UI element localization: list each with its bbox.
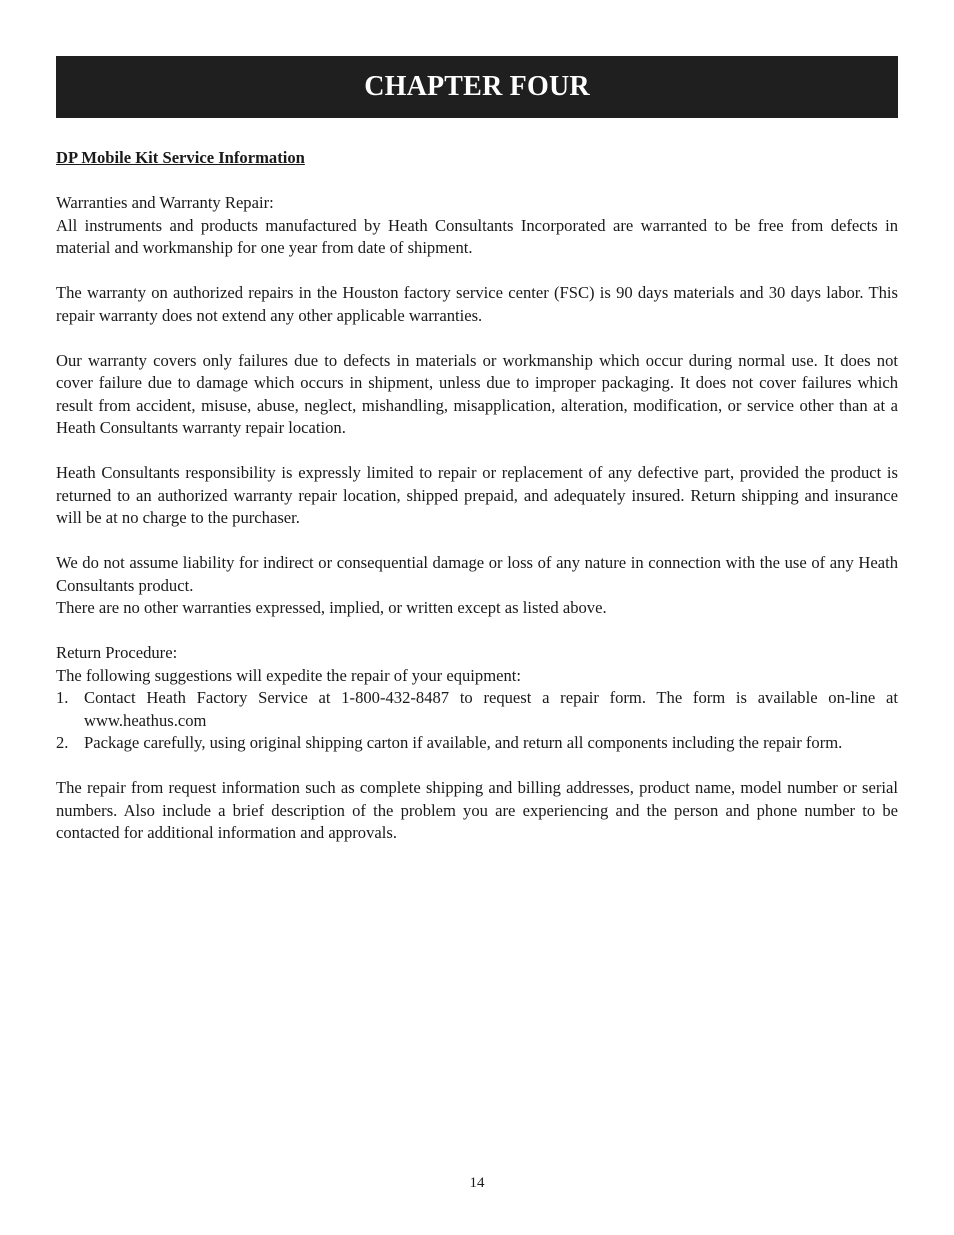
chapter-banner xyxy=(56,56,898,118)
warranty-paragraph-2: The warranty on authorized repairs in the Houston factory service center (FSC) is 90 days materials and 30 days labor. This repair warranty does not extend any other applicable warranties. xyxy=(56,283,898,325)
warranty-text-1: All instruments and products manufactured by Heath Consultants Incorporated are warranted to be free from defects in material and workmanship for one year from date of shipment. xyxy=(56,215,898,257)
list-item-number: 2. xyxy=(56,733,69,752)
list-item xyxy=(56,732,898,755)
list-item-number: 1. xyxy=(56,688,69,707)
warranty-paragraph-3: Our warranty covers only failures due to defects in materials or workmanship which occur during normal use. It does not cover failure due to damage which occurs in shipment, unless due to improper packaging. It does not cover failures which result from accident, misuse, abuse, neglect, mishandling, misapplication, alteration, modification, or service other than at a Heath Consultants warranty repair location. xyxy=(56,350,898,437)
chapter-title: CHAPTER FOUR xyxy=(364,71,590,102)
return-steps-list xyxy=(56,687,898,755)
warranty-paragraph-4: Heath Consultants responsibility is expressly limited to repair or replacement of any defective part, provided the product is returned to an authorized warranty repair location, shipped prepaid, and adequately insured. Return shipping and insurance will be at no charge to the purchaser. xyxy=(56,463,898,527)
warranty-paragraph-5 xyxy=(56,552,898,620)
return-procedure-intro xyxy=(56,642,898,687)
page-content xyxy=(56,147,898,867)
section-title: DP Mobile Kit Service Information xyxy=(56,148,305,167)
no-other-warranties-text: There are no other warranties expressed, implied, or written except as listed above. xyxy=(56,598,607,617)
list-item-text: Contact Heath Factory Service at 1-800-432-8487 to request a repair form. The form is available on-line at www.heathus.com xyxy=(84,688,898,730)
page-number: 14 xyxy=(469,1175,485,1191)
warranty-paragraph-1 xyxy=(56,192,898,260)
return-procedure-heading: Return Procedure: xyxy=(56,643,178,662)
return-procedure-intro-text: The following suggestions will expedite the repair of your equipment: xyxy=(56,665,521,685)
warranty-heading: Warranties and Warranty Repair: xyxy=(56,193,274,212)
liability-text: We do not assume liability for indirect or consequential damage or loss of any nature in connection with the use of any Heath Consultants product. xyxy=(56,553,898,595)
return-closing-paragraph: The repair from request information such as complete shipping and billing addresses, product name, model number or serial numbers. Also include a brief description of the problem you are experiencing and the person and phone number to be contacted for additional information and approvals. xyxy=(56,778,898,842)
list-item-text: Package carefully, using original shipping carton if available, and return all components including the repair form. xyxy=(84,733,843,752)
list-item xyxy=(56,687,898,732)
